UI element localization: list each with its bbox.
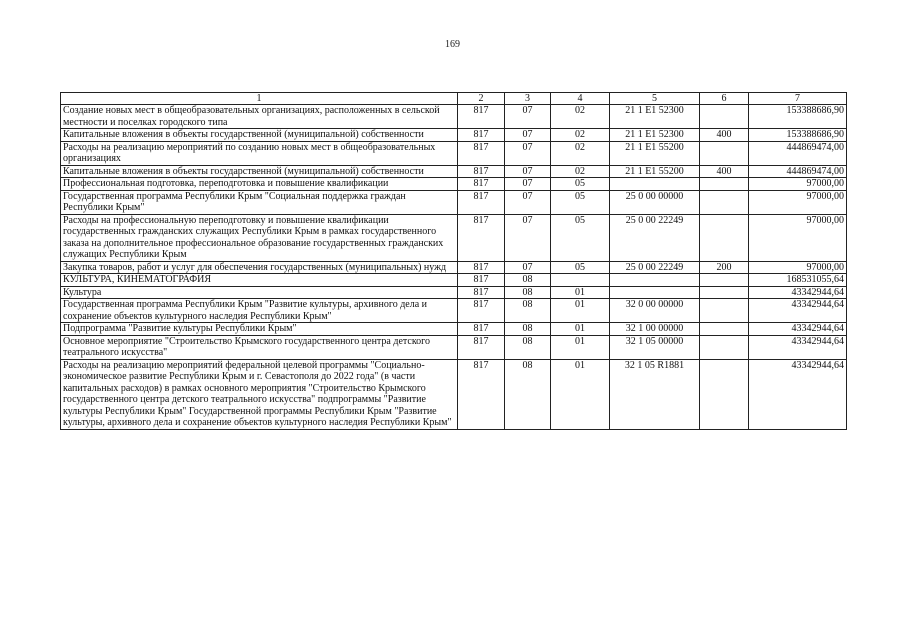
row-amount-cell: 43342944,64 bbox=[749, 299, 847, 323]
row-section-cell: 08 bbox=[505, 335, 551, 359]
row-target-cell bbox=[610, 178, 700, 191]
row-section-cell: 07 bbox=[505, 105, 551, 129]
row-target-cell bbox=[610, 286, 700, 299]
row-vr-cell bbox=[700, 359, 749, 429]
row-target-cell: 21 1 E1 55200 bbox=[610, 165, 700, 178]
row-grbs-cell: 817 bbox=[458, 165, 505, 178]
table-row bbox=[61, 214, 847, 261]
row-grbs-cell: 817 bbox=[458, 323, 505, 336]
row-amount-cell: 97000,00 bbox=[749, 190, 847, 214]
row-target-cell bbox=[610, 274, 700, 287]
row-name-cell: Капитальные вложения в объекты государственной (муниципальной) собственности bbox=[61, 129, 458, 142]
row-vr-cell bbox=[700, 190, 749, 214]
row-amount-cell: 153388686,90 bbox=[749, 105, 847, 129]
row-target-cell: 21 1 E1 55200 bbox=[610, 141, 700, 165]
row-amount-cell: 444869474,00 bbox=[749, 165, 847, 178]
row-section-cell: 08 bbox=[505, 274, 551, 287]
row-subsection-cell bbox=[551, 274, 610, 287]
row-amount-cell: 97000,00 bbox=[749, 214, 847, 261]
row-amount-cell: 153388686,90 bbox=[749, 129, 847, 142]
row-subsection-cell: 01 bbox=[551, 359, 610, 429]
row-section-cell: 07 bbox=[505, 129, 551, 142]
column-header: 6 bbox=[700, 93, 749, 105]
row-amount-cell: 43342944,64 bbox=[749, 286, 847, 299]
row-name-cell: Профессиональная подготовка, переподготовка и повышение квалификации bbox=[61, 178, 458, 191]
table-body bbox=[61, 105, 847, 430]
row-section-cell: 08 bbox=[505, 359, 551, 429]
table-row bbox=[61, 286, 847, 299]
table-row bbox=[61, 190, 847, 214]
row-name-cell: Капитальные вложения в объекты государственной (муниципальной) собственности bbox=[61, 165, 458, 178]
row-vr-cell bbox=[700, 214, 749, 261]
row-vr-cell bbox=[700, 323, 749, 336]
row-vr-cell: 200 bbox=[700, 261, 749, 274]
row-name-cell: Государственная программа Республики Крым "Социальная поддержка граждан Республики Крым" bbox=[61, 190, 458, 214]
row-target-cell: 32 1 00 00000 bbox=[610, 323, 700, 336]
page-number: 169 bbox=[445, 39, 460, 50]
row-vr-cell bbox=[700, 335, 749, 359]
row-name-cell: Создание новых мест в общеобразовательных организациях, расположенных в сельской местности и поселках городского типа bbox=[61, 105, 458, 129]
row-target-cell: 32 1 05 R1881 bbox=[610, 359, 700, 429]
row-amount-cell: 168531055,64 bbox=[749, 274, 847, 287]
row-target-cell: 21 1 E1 52300 bbox=[610, 105, 700, 129]
row-name-cell: КУЛЬТУРА, КИНЕМАТОГРАФИЯ bbox=[61, 274, 458, 287]
table-row bbox=[61, 178, 847, 191]
table-row bbox=[61, 141, 847, 165]
table-row bbox=[61, 165, 847, 178]
row-subsection-cell: 02 bbox=[551, 141, 610, 165]
row-grbs-cell: 817 bbox=[458, 141, 505, 165]
row-section-cell: 07 bbox=[505, 165, 551, 178]
row-subsection-cell: 05 bbox=[551, 190, 610, 214]
column-header: 5 bbox=[610, 93, 700, 105]
table-row bbox=[61, 359, 847, 429]
row-section-cell: 07 bbox=[505, 190, 551, 214]
row-vr-cell bbox=[700, 299, 749, 323]
row-subsection-cell: 02 bbox=[551, 165, 610, 178]
row-section-cell: 07 bbox=[505, 261, 551, 274]
row-section-cell: 07 bbox=[505, 178, 551, 191]
row-amount-cell: 43342944,64 bbox=[749, 323, 847, 336]
row-grbs-cell: 817 bbox=[458, 190, 505, 214]
row-name-cell: Расходы на реализацию мероприятий по созданию новых мест в общеобразовательных организациях bbox=[61, 141, 458, 165]
row-grbs-cell: 817 bbox=[458, 214, 505, 261]
row-name-cell: Основное мероприятие "Строительство Крымского государственного центра детского театрального искусства" bbox=[61, 335, 458, 359]
table-header-row bbox=[61, 93, 847, 105]
row-vr-cell bbox=[700, 105, 749, 129]
row-amount-cell: 43342944,64 bbox=[749, 359, 847, 429]
table-row bbox=[61, 129, 847, 142]
row-vr-cell: 400 bbox=[700, 129, 749, 142]
row-name-cell: Расходы на реализацию мероприятий федеральной целевой программы "Социально-экономическое развитие Республики Крым и г. Севастополя до 2022 года" (в части капитальных расходов) в рамках основного мероприятия "Строительство Крымского государственного центра детского театрального искусства" подпрограммы "Развитие культуры Республики Крым" Государственной программы Республики Крым "Развитие культуры, архивного дела и сохранение объектов культурного наследия Республики Крым" bbox=[61, 359, 458, 429]
row-vr-cell bbox=[700, 274, 749, 287]
row-grbs-cell: 817 bbox=[458, 261, 505, 274]
column-header: 3 bbox=[505, 93, 551, 105]
column-header: 2 bbox=[458, 93, 505, 105]
row-name-cell: Культура bbox=[61, 286, 458, 299]
row-target-cell: 32 0 00 00000 bbox=[610, 299, 700, 323]
row-vr-cell bbox=[700, 286, 749, 299]
table-row bbox=[61, 335, 847, 359]
row-name-cell: Расходы на профессиональную переподготовку и повышение квалификации государственных гражданских служащих Республики Крым в рамках государственного заказа на дополнительное профессиональное образование государственных гражданских служащих Республики Крым bbox=[61, 214, 458, 261]
row-grbs-cell: 817 bbox=[458, 178, 505, 191]
row-grbs-cell: 817 bbox=[458, 286, 505, 299]
row-subsection-cell: 01 bbox=[551, 323, 610, 336]
column-header: 4 bbox=[551, 93, 610, 105]
row-grbs-cell: 817 bbox=[458, 274, 505, 287]
row-target-cell: 32 1 05 00000 bbox=[610, 335, 700, 359]
row-subsection-cell: 02 bbox=[551, 105, 610, 129]
column-header: 1 bbox=[61, 93, 458, 105]
row-grbs-cell: 817 bbox=[458, 299, 505, 323]
row-grbs-cell: 817 bbox=[458, 335, 505, 359]
row-grbs-cell: 817 bbox=[458, 359, 505, 429]
row-target-cell: 21 1 E1 52300 bbox=[610, 129, 700, 142]
row-amount-cell: 43342944,64 bbox=[749, 335, 847, 359]
column-header: 7 bbox=[749, 93, 847, 105]
row-vr-cell bbox=[700, 178, 749, 191]
row-section-cell: 07 bbox=[505, 141, 551, 165]
row-subsection-cell: 01 bbox=[551, 299, 610, 323]
table-row bbox=[61, 274, 847, 287]
row-subsection-cell: 02 bbox=[551, 129, 610, 142]
row-section-cell: 08 bbox=[505, 323, 551, 336]
row-section-cell: 07 bbox=[505, 214, 551, 261]
row-grbs-cell: 817 bbox=[458, 105, 505, 129]
row-vr-cell bbox=[700, 141, 749, 165]
row-target-cell: 25 0 00 00000 bbox=[610, 190, 700, 214]
row-vr-cell: 400 bbox=[700, 165, 749, 178]
row-amount-cell: 97000,00 bbox=[749, 261, 847, 274]
table-row bbox=[61, 261, 847, 274]
row-name-cell: Государственная программа Республики Крым "Развитие культуры, архивного дела и сохранение объектов культурного наследия Республики Крым" bbox=[61, 299, 458, 323]
row-amount-cell: 444869474,00 bbox=[749, 141, 847, 165]
row-target-cell: 25 0 00 22249 bbox=[610, 214, 700, 261]
budget-table bbox=[60, 92, 847, 430]
row-grbs-cell: 817 bbox=[458, 129, 505, 142]
table-row bbox=[61, 299, 847, 323]
row-section-cell: 08 bbox=[505, 299, 551, 323]
row-name-cell: Подпрограмма "Развитие культуры Республики Крым" bbox=[61, 323, 458, 336]
row-section-cell: 08 bbox=[505, 286, 551, 299]
row-subsection-cell: 05 bbox=[551, 214, 610, 261]
row-subsection-cell: 05 bbox=[551, 178, 610, 191]
row-subsection-cell: 01 bbox=[551, 335, 610, 359]
row-subsection-cell: 01 bbox=[551, 286, 610, 299]
table-row bbox=[61, 105, 847, 129]
table-row bbox=[61, 323, 847, 336]
row-amount-cell: 97000,00 bbox=[749, 178, 847, 191]
row-name-cell: Закупка товаров, работ и услуг для обеспечения государственных (муниципальных) нужд bbox=[61, 261, 458, 274]
row-subsection-cell: 05 bbox=[551, 261, 610, 274]
row-target-cell: 25 0 00 22249 bbox=[610, 261, 700, 274]
